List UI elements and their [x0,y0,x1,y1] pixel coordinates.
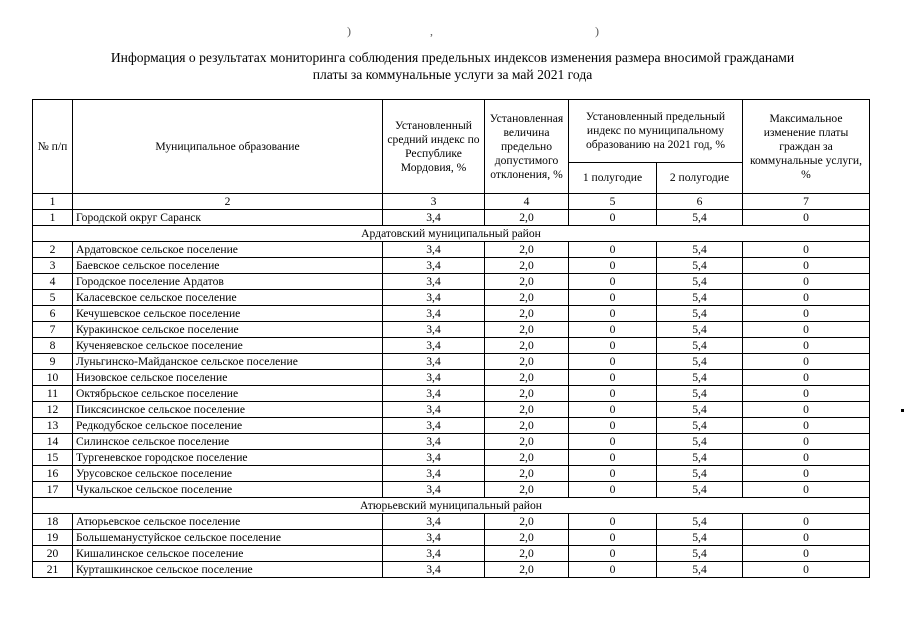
table-row [33,418,870,434]
max-change-cell: 0 [743,546,870,562]
half-1-cell: 0 [569,290,657,306]
deviation-cell: 2,0 [485,546,569,562]
half-2-cell: 5,4 [657,258,743,274]
average-index-cell: 3,4 [383,258,485,274]
average-index-cell: 3,4 [383,546,485,562]
column-number: 7 [743,194,870,210]
half-1-cell: 0 [569,530,657,546]
half-1-cell: 0 [569,402,657,418]
district-header-row [33,498,870,514]
average-index-cell: 3,4 [383,354,485,370]
table-row [33,290,870,306]
row-number: 2 [33,242,73,258]
row-number: 10 [33,370,73,386]
row-number: 13 [33,418,73,434]
column-number: 4 [485,194,569,210]
header-num: № п/п [33,100,73,194]
half-1-cell: 0 [569,514,657,530]
municipality-name: Атюрьевское сельское поселение [73,514,383,530]
half-2-cell: 5,4 [657,514,743,530]
municipality-name: Баевское сельское поселение [73,258,383,274]
row-number: 9 [33,354,73,370]
municipality-name: Городское поселение Ардатов [73,274,383,290]
deviation-cell: 2,0 [485,274,569,290]
table-row [33,258,870,274]
monitoring-table [32,99,870,578]
deviation-cell: 2,0 [485,322,569,338]
deviation-cell: 2,0 [485,210,569,226]
table-row [33,322,870,338]
row-number: 4 [33,274,73,290]
scan-marks [0,24,905,40]
row-number: 14 [33,434,73,450]
half-2-cell: 5,4 [657,482,743,498]
max-change-cell: 0 [743,482,870,498]
average-index-cell: 3,4 [383,370,485,386]
average-index-cell: 3,4 [383,338,485,354]
table-row [33,466,870,482]
half-1-cell: 0 [569,562,657,578]
header-half-1: 1 полугодие [569,163,657,194]
municipality-name: Низовское сельское поселение [73,370,383,386]
max-change-cell: 0 [743,466,870,482]
document-title [40,49,865,83]
title-line-2: платы за коммунальные услуги за май 2021 года [312,67,593,82]
half-2-cell: 5,4 [657,290,743,306]
table-row [33,274,870,290]
row-number: 3 [33,258,73,274]
row-number: 11 [33,386,73,402]
max-change-cell: 0 [743,386,870,402]
scan-dot [901,409,904,412]
district-name: Атюрьевский муниципальный район [33,498,870,514]
table-row [33,338,870,354]
deviation-cell: 2,0 [485,418,569,434]
table-row [33,450,870,466]
average-index-cell: 3,4 [383,290,485,306]
municipality-name: Кишалинское сельское поселение [73,546,383,562]
table-body [33,210,870,578]
half-1-cell: 0 [569,354,657,370]
deviation-cell: 2,0 [485,450,569,466]
header-limit-index: Установленный предельный индекс по муниципальному образованию на 2021 год, % [569,100,743,163]
average-index-cell: 3,4 [383,450,485,466]
district-header-row [33,226,870,242]
max-change-cell: 0 [743,354,870,370]
half-2-cell: 5,4 [657,418,743,434]
municipality-name: Тургеневское городское поселение [73,450,383,466]
row-number: 5 [33,290,73,306]
half-1-cell: 0 [569,322,657,338]
average-index-cell: 3,4 [383,434,485,450]
half-1-cell: 0 [569,258,657,274]
max-change-cell: 0 [743,370,870,386]
deviation-cell: 2,0 [485,402,569,418]
row-number: 8 [33,338,73,354]
title-line-1: Информация о результатах мониторинга соблюдения предельных индексов изменения размера вносимой гражданами [110,50,795,65]
average-index-cell: 3,4 [383,386,485,402]
row-number: 19 [33,530,73,546]
half-2-cell: 5,4 [657,450,743,466]
deviation-cell: 2,0 [485,434,569,450]
half-1-cell: 0 [569,466,657,482]
scan-mark: ) [347,24,351,38]
half-1-cell: 0 [569,210,657,226]
table-row [33,242,870,258]
max-change-cell: 0 [743,402,870,418]
half-1-cell: 0 [569,434,657,450]
half-2-cell: 5,4 [657,530,743,546]
half-1-cell: 0 [569,386,657,402]
header-half-2: 2 полугодие [657,163,743,194]
municipality-name: Кечушевское сельское поселение [73,306,383,322]
table-row [33,514,870,530]
municipality-name: Редкодубское сельское поселение [73,418,383,434]
municipality-name: Большеманустуйское сельское поселение [73,530,383,546]
half-2-cell: 5,4 [657,562,743,578]
municipality-name: Урусовское сельское поселение [73,466,383,482]
deviation-cell: 2,0 [485,514,569,530]
row-number: 15 [33,450,73,466]
half-2-cell: 5,4 [657,370,743,386]
average-index-cell: 3,4 [383,514,485,530]
average-index-cell: 3,4 [383,482,485,498]
average-index-cell: 3,4 [383,306,485,322]
municipality-name: Пиксясинское сельское поселение [73,402,383,418]
half-1-cell: 0 [569,450,657,466]
header-deviation: Установленная величина предельно допустимого отклонения, % [485,100,569,194]
max-change-cell: 0 [743,514,870,530]
scan-mark: , [430,24,433,38]
table-row [33,354,870,370]
table-row [33,370,870,386]
max-change-cell: 0 [743,338,870,354]
max-change-cell: 0 [743,242,870,258]
half-1-cell: 0 [569,306,657,322]
average-index-cell: 3,4 [383,210,485,226]
deviation-cell: 2,0 [485,354,569,370]
municipality-name: Курташкинское сельское поселение [73,562,383,578]
half-2-cell: 5,4 [657,354,743,370]
average-index-cell: 3,4 [383,562,485,578]
row-number: 12 [33,402,73,418]
max-change-cell: 0 [743,450,870,466]
scan-mark: ) [595,24,599,38]
deviation-cell: 2,0 [485,530,569,546]
average-index-cell: 3,4 [383,402,485,418]
table-row [33,386,870,402]
header-max-change: Максимальное изменение платы граждан за коммунальные услуги, % [743,100,870,194]
deviation-cell: 2,0 [485,370,569,386]
municipality-name: Куракинское сельское поселение [73,322,383,338]
half-1-cell: 0 [569,546,657,562]
header-average-index: Установленный средний индекс по Республике Мордовия, % [383,100,485,194]
municipality-name: Кученяевское сельское поселение [73,338,383,354]
average-index-cell: 3,4 [383,274,485,290]
half-1-cell: 0 [569,274,657,290]
max-change-cell: 0 [743,434,870,450]
deviation-cell: 2,0 [485,242,569,258]
municipality-name: Городской округ Саранск [73,210,383,226]
municipality-name: Чукальское сельское поселение [73,482,383,498]
deviation-cell: 2,0 [485,258,569,274]
half-2-cell: 5,4 [657,274,743,290]
table-row [33,402,870,418]
deviation-cell: 2,0 [485,562,569,578]
column-number-row [33,194,870,210]
half-1-cell: 0 [569,482,657,498]
half-2-cell: 5,4 [657,338,743,354]
max-change-cell: 0 [743,562,870,578]
municipality-name: Силинское сельское поселение [73,434,383,450]
row-number: 7 [33,322,73,338]
max-change-cell: 0 [743,258,870,274]
deviation-cell: 2,0 [485,466,569,482]
half-1-cell: 0 [569,338,657,354]
average-index-cell: 3,4 [383,418,485,434]
half-2-cell: 5,4 [657,322,743,338]
max-change-cell: 0 [743,530,870,546]
average-index-cell: 3,4 [383,466,485,482]
column-number: 5 [569,194,657,210]
row-number: 6 [33,306,73,322]
max-change-cell: 0 [743,274,870,290]
column-number: 3 [383,194,485,210]
deviation-cell: 2,0 [485,338,569,354]
column-number: 1 [33,194,73,210]
table-row [33,562,870,578]
municipality-name: Октябрьское сельское поселение [73,386,383,402]
max-change-cell: 0 [743,290,870,306]
half-1-cell: 0 [569,242,657,258]
row-number: 21 [33,562,73,578]
municipality-name: Каласевское сельское поселение [73,290,383,306]
row-number: 18 [33,514,73,530]
half-2-cell: 5,4 [657,466,743,482]
max-change-cell: 0 [743,306,870,322]
average-index-cell: 3,4 [383,530,485,546]
deviation-cell: 2,0 [485,306,569,322]
municipality-name: Ардатовское сельское поселение [73,242,383,258]
row-number: 16 [33,466,73,482]
max-change-cell: 0 [743,210,870,226]
half-2-cell: 5,4 [657,210,743,226]
half-1-cell: 0 [569,370,657,386]
table-row [33,546,870,562]
max-change-cell: 0 [743,418,870,434]
column-number: 2 [73,194,383,210]
average-index-cell: 3,4 [383,242,485,258]
district-name: Ардатовский муниципальный район [33,226,870,242]
municipality-name: Луньгинско-Майданское сельское поселение [73,354,383,370]
table-row [33,530,870,546]
half-2-cell: 5,4 [657,386,743,402]
half-1-cell: 0 [569,418,657,434]
half-2-cell: 5,4 [657,434,743,450]
half-2-cell: 5,4 [657,546,743,562]
row-number: 17 [33,482,73,498]
table-row [33,210,870,226]
half-2-cell: 5,4 [657,306,743,322]
deviation-cell: 2,0 [485,386,569,402]
row-number: 20 [33,546,73,562]
half-2-cell: 5,4 [657,402,743,418]
average-index-cell: 3,4 [383,322,485,338]
row-number: 1 [33,210,73,226]
half-2-cell: 5,4 [657,242,743,258]
column-number: 6 [657,194,743,210]
table-row [33,482,870,498]
table-row [33,434,870,450]
table-row [33,306,870,322]
deviation-cell: 2,0 [485,482,569,498]
max-change-cell: 0 [743,322,870,338]
header-municipality: Муниципальное образование [73,100,383,194]
deviation-cell: 2,0 [485,290,569,306]
